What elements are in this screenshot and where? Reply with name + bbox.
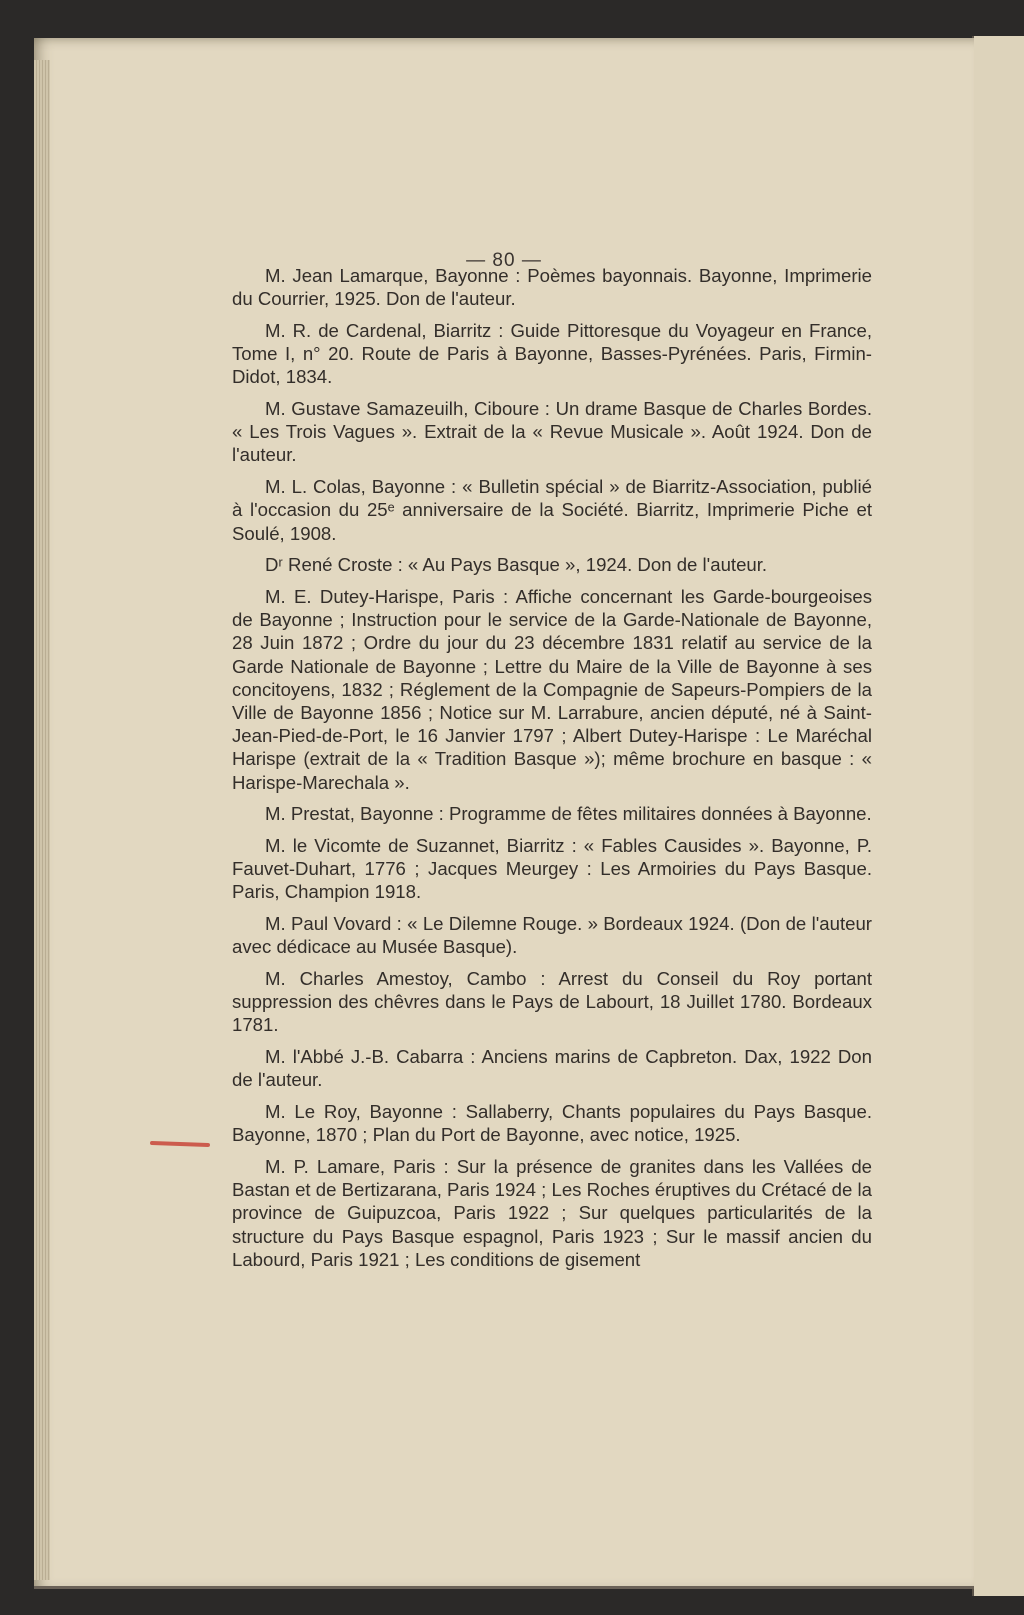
page-number: — 80 — [466, 250, 542, 271]
entry-colas: M. L. Colas, Bayonne : « Bulletin spécial » de Biarritz-Association, publié à l'occasion du 25ᵉ anniversaire de la Société. Biarritz, Imprimerie Piche et Soulé, 1908. [232, 476, 872, 544]
entry-suzannet: M. le Vicomte de Suzannet, Biarritz : « Fables Causides ». Bayonne, P. Fauvet-Duhart, 1776 ; Jacques Meurgey : Les Armoiries du Pays Basque. Paris, Champion 1918. [232, 834, 872, 903]
entry-samazeuilh: M. Gustave Samazeuilh, Ciboure : Un drame Basque de Charles Bordes. « Les Trois Vagues ». Extrait de la « Revue Musicale ». Août 1924. Don de l'auteur. [232, 398, 872, 466]
entry-amestoy: M. Charles Amestoy, Cambo : Arrest du Conseil du Roy portant suppression des chêvres dans le Pays de Labourt, 18 Juillet 1780. Bordeaux 1781. [232, 967, 872, 1036]
entry-cabarra: M. l'Abbé J.-B. Cabarra : Anciens marins de Capbreton. Dax, 1922 Don de l'auteur. [232, 1046, 872, 1091]
entry-cardenal: M. R. de Cardenal, Biarritz : Guide Pittoresque du Voyageur en France, Tome I, n° 20. Route de Paris à Bayonne, Basses-Pyrénées. Paris, Firmin-Didot, 1834. [232, 319, 872, 388]
entry-prestat: M. Prestat, Bayonne : Programme de fêtes militaires données à Bayonne. [265, 803, 872, 825]
entry-lamare: M. P. Lamare, Paris : Sur la présence de granites dans les Vallées de Bastan et de Bertizarana, Paris 1924 ; Les Roches éruptives du Crétacé de la province de Guipuzcoa, Paris 1922 ; Sur quelques particularités de la structure du Pays Basque espagnol, Paris 1923 ; Sur le massif ancien du Labourd, Paris 1921 ; Les conditions de gisement [232, 1155, 872, 1270]
entry-lamarque: M. Jean Lamarque, Bayonne : Poèmes bayonnais. Bayonne, Imprimerie du Courrier, 1925. Don de l'auteur. [232, 265, 872, 310]
entry-le-roy: M. Le Roy, Bayonne : Sallaberry, Chants populaires du Pays Basque. Bayonne, 1870 ; Plan du Port de Bayonne, avec notice, 1925. [232, 1101, 872, 1146]
page-stack-edge [34, 60, 50, 1580]
entry-croste: Dʳ René Croste : « Au Pays Basque », 1924. Don de l'auteur. [265, 554, 768, 576]
page-body [232, 264, 872, 1279]
entry-vovard: M. Paul Vovard : « Le Dilemne Rouge. » Bordeaux 1924. (Don de l'auteur avec dédicace au Musée Basque). [232, 913, 872, 958]
facing-page-edge [972, 36, 1024, 1596]
entry-dutey-harispe: M. E. Dutey-Harispe, Paris : Affiche concernant les Garde-bourgeoises de Bayonne ; Instruction pour le service de la Garde-Nationale de Bayonne, 28 Juin 1872 ; Ordre du jour du 23 décembre 1831 relatif au service de la Garde Nationale de Bayonne ; Lettre du Maire de la Ville de Bayonne à ses concitoyens, 1832 ; Réglement de la Compagnie de Sapeurs-Pompiers de la Ville de Bayonne 1856 ; Notice sur M. Larrabure, ancien député, né à Saint-Jean-Pied-de-Port, le 16 Janvier 1797 ; Albert Dutey-Harispe : Le Maréchal Harispe (extrait de la « Tradition Basque »); même brochure en basque : « Harispe-Marechala ». [232, 585, 872, 793]
